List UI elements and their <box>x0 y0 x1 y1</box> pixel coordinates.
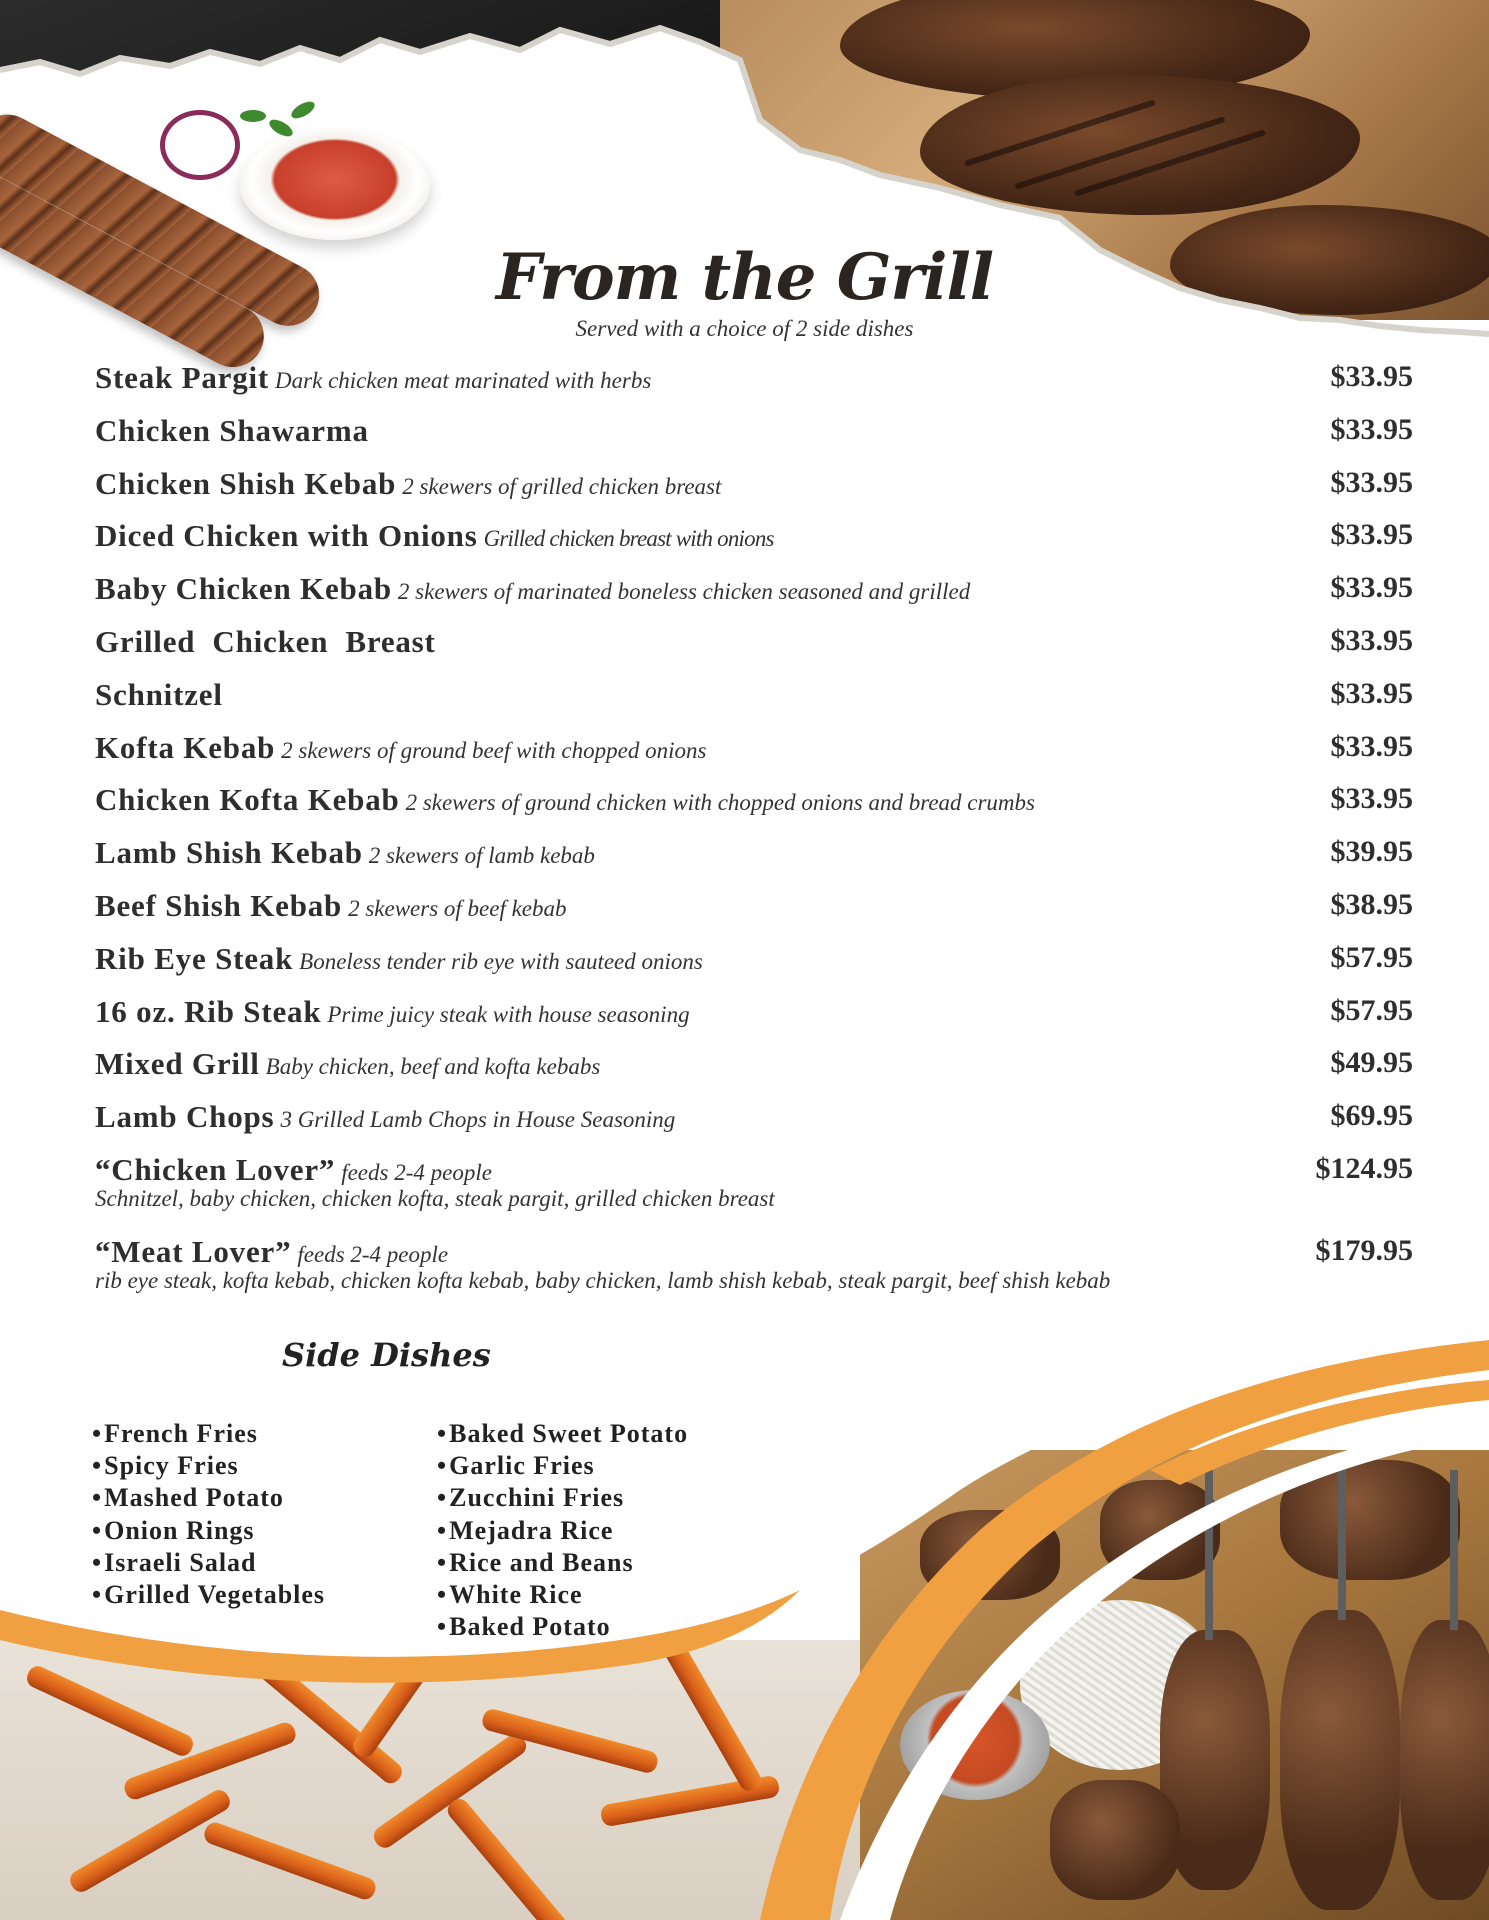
menu-item <box>95 466 1413 519</box>
page-title: From the Grill <box>495 240 994 315</box>
combo-contents: rib eye steak, kofta kebab, chicken kofta kebab, baby chicken, lamb shish kebab, steak pargit, beef shish kebab <box>95 1267 1111 1293</box>
menu-item <box>95 782 1413 835</box>
side-dish-item: • Israeli Salad <box>92 1547 325 1579</box>
menu-item <box>95 677 1413 730</box>
combo-price: $179.95 <box>1315 1233 1413 1267</box>
menu-item-price: $33.95 <box>1330 465 1413 499</box>
side-dish-item: • French Fries <box>92 1418 325 1450</box>
page-subtitle: Served with a choice of 2 side dishes <box>575 316 914 341</box>
menu-item-description: Boneless tender rib eye with sauteed onions <box>299 948 703 974</box>
red-onion-image <box>160 110 240 180</box>
combo-item <box>95 1234 1413 1316</box>
menu-item-name: Lamb Chops <box>95 1099 275 1135</box>
grill-menu-list <box>95 360 1413 1316</box>
menu-item-price: $33.95 <box>1330 412 1413 446</box>
side-dish-item: • Garlic Fries <box>437 1450 688 1482</box>
menu-item-name: Kofta Kebab <box>95 729 276 765</box>
menu-item-description: Dark chicken meat marinated with herbs <box>275 368 652 393</box>
menu-item-price: $33.95 <box>1330 623 1413 657</box>
menu-item-price: $33.95 <box>1330 782 1413 816</box>
menu-item-price: $39.95 <box>1330 835 1413 869</box>
combo-item <box>95 1152 1413 1234</box>
menu-item-price: $69.95 <box>1330 1099 1413 1133</box>
menu-item-name: Mixed Grill <box>95 1046 260 1082</box>
orange-swoosh-decoration <box>0 1310 1489 1920</box>
menu-item <box>95 518 1413 571</box>
menu-item-name: 16 oz. Rib Steak <box>95 993 322 1029</box>
menu-item-price: $57.95 <box>1330 940 1413 974</box>
menu-item-description: Baby chicken, beef and kofta kebabs <box>265 1054 601 1080</box>
side-dish-item: • Mejadra Rice <box>437 1515 688 1547</box>
menu-item-price: $38.95 <box>1330 887 1413 921</box>
side-dishes-list <box>437 1418 688 1643</box>
menu-item <box>95 360 1413 413</box>
menu-item <box>95 1099 1413 1152</box>
menu-item-description: 2 skewers of grilled chicken breast <box>402 473 722 499</box>
menu-item-name: Chicken Shish Kebab <box>95 465 397 501</box>
side-dish-item: • Baked Sweet Potato <box>437 1418 688 1450</box>
menu-item-price: $33.95 <box>1330 571 1413 605</box>
menu-item-name: Rib Eye Steak <box>95 940 294 976</box>
menu-item-name: Grilled Chicken Breast <box>95 623 436 659</box>
combo-price: $124.95 <box>1315 1151 1413 1185</box>
menu-item <box>95 835 1413 888</box>
menu-item <box>95 624 1413 677</box>
menu-item-description: Prime juicy steak with house seasoning <box>327 1001 690 1027</box>
menu-item-price: $33.95 <box>1330 676 1413 710</box>
side-dish-item: • Baked Potato <box>437 1611 688 1643</box>
menu-item <box>95 994 1413 1047</box>
menu-item-price: $33.95 <box>1330 518 1413 552</box>
menu-item-name: Steak Pargit <box>95 360 270 395</box>
menu-item <box>95 941 1413 994</box>
side-dish-item: • Zucchini Fries <box>437 1482 688 1514</box>
side-dish-item: • White Rice <box>437 1579 688 1611</box>
menu-item-price: $33.95 <box>1330 360 1413 393</box>
menu-item-description: 2 skewers of ground chicken with chopped onions and bread crumbs <box>405 790 1035 816</box>
menu-item-description: 2 skewers of ground beef with chopped onions <box>281 737 707 763</box>
side-dish-item: • Rice and Beans <box>437 1547 688 1579</box>
menu-item <box>95 888 1413 941</box>
menu-item-price: $57.95 <box>1330 993 1413 1027</box>
menu-item <box>95 730 1413 783</box>
menu-item-price: $33.95 <box>1330 729 1413 763</box>
menu-item <box>95 571 1413 624</box>
menu-item-name: Schnitzel <box>95 676 223 712</box>
menu-item <box>95 1046 1413 1099</box>
sauce-bowl-image <box>240 130 430 240</box>
menu-item-name: Chicken Shawarma <box>95 412 369 448</box>
side-dish-item: • Grilled Vegetables <box>92 1579 325 1611</box>
combo-serving-note: feeds 2-4 people <box>297 1241 449 1267</box>
menu-item-description: 2 skewers of beef kebab <box>348 895 567 921</box>
menu-item-name: Diced Chicken with Onions <box>95 518 478 554</box>
side-dishes-title: Side Dishes <box>282 1336 491 1374</box>
side-dish-item: • Onion Rings <box>92 1515 325 1547</box>
combo-name: “Chicken Lover” <box>95 1151 336 1187</box>
side-dishes-list <box>92 1418 325 1611</box>
combo-serving-note: feeds 2-4 people <box>341 1159 492 1185</box>
combo-contents: Schnitzel, baby chicken, chicken kofta, steak pargit, grilled chicken breast <box>95 1185 775 1211</box>
side-dish-item: • Spicy Fries <box>92 1450 325 1482</box>
menu-item <box>95 413 1413 466</box>
herb-garnish <box>289 98 318 121</box>
combo-name: “Meat Lover” <box>95 1233 292 1269</box>
menu-item-name: Baby Chicken Kebab <box>95 571 392 607</box>
menu-item-description: 2 skewers of marinated boneless chicken seasoned and grilled <box>397 579 971 605</box>
menu-item-name: Beef Shish Kebab <box>95 887 343 923</box>
side-dish-item: • Mashed Potato <box>92 1482 325 1514</box>
menu-item-price: $49.95 <box>1330 1046 1413 1080</box>
menu-item-description: 3 Grilled Lamb Chops in House Seasoning <box>280 1107 676 1133</box>
menu-item-name: Lamb Shish Kebab <box>95 835 363 871</box>
menu-item-description: 2 skewers of lamb kebab <box>368 843 595 869</box>
herb-garnish <box>240 110 266 122</box>
menu-item-description: Grilled chicken breast with onions <box>483 526 774 552</box>
menu-item-name: Chicken Kofta Kebab <box>95 782 400 818</box>
